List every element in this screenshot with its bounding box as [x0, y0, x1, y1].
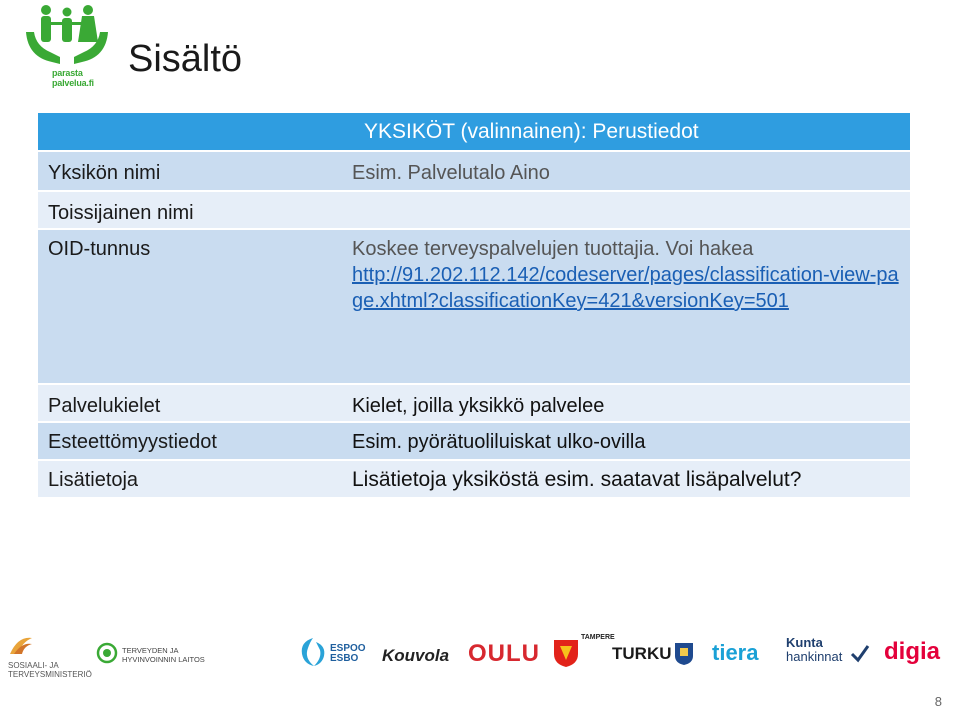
row-label: Lisätietoja: [38, 460, 342, 498]
turku-label: TURKU: [612, 644, 672, 663]
row-label: Esteettömyystiedot: [38, 422, 342, 460]
thl-line2: HYVINVOINNIN LAITOS: [122, 655, 205, 664]
espoo-emblem-icon: [298, 636, 328, 668]
row-value: [342, 191, 910, 229]
stm-emblem-icon: [8, 634, 34, 656]
partner-logos: [0, 628, 960, 678]
row-label: Yksikön nimi: [38, 151, 342, 191]
checkmark-icon: [850, 644, 870, 664]
table-row: [38, 229, 910, 384]
kunta-line2: hankinnat: [786, 649, 843, 664]
stm-line1: SOSIAALI- JA: [8, 661, 59, 670]
codeserver-link[interactable]: http://91.202.112.142/codeserver/pages/classification-view-page.xhtml?classificationKey=421&versionKey=501: [352, 264, 899, 312]
header-empty-cell: [38, 113, 342, 151]
tampere-label: TAMPERE: [581, 634, 615, 641]
tampere-shield-icon: [553, 638, 579, 668]
row-value: Kielet, joilla yksikkö palvelee: [342, 384, 910, 422]
table-row: [38, 191, 910, 229]
espoo-line1: ESPOO: [330, 643, 366, 654]
header-title: YKSIKÖT (valinnainen): Perustiedot: [342, 113, 910, 151]
row-value: Esim. Palvelutalo Aino: [342, 151, 910, 191]
table-row: [38, 384, 910, 422]
stm-line2: TERVEYSMINISTERIÖ: [8, 670, 92, 679]
thl-emblem-icon: [96, 642, 118, 664]
row-label: Palvelukielet: [38, 384, 342, 422]
thl-line1: TERVEYDEN JA: [122, 646, 179, 655]
logo-text: parasta palvelua.fi: [52, 68, 94, 88]
oid-description: Koskee terveyspalvelujen tuottajia. Voi hakea: [352, 238, 754, 260]
table-row: [38, 460, 910, 498]
tiera-logo: tiera: [712, 640, 759, 665]
digia-logo: digia: [884, 638, 941, 665]
row-label: Toissijainen nimi: [38, 191, 342, 229]
kuntahankinnat-logo: [786, 636, 876, 664]
page-number: 8: [934, 694, 942, 709]
turku-shield-icon: [674, 642, 694, 666]
family-hands-icon: [22, 2, 112, 72]
parasta-palvelua-logo: [22, 2, 112, 86]
oulu-logo: OULU: [468, 640, 540, 667]
espoo-line2: ESBO: [330, 653, 359, 664]
stm-logo: [8, 634, 92, 679]
info-table: [38, 113, 910, 499]
page-title: Sisältö: [128, 38, 243, 80]
table-row: [38, 422, 910, 460]
table-row: [38, 151, 910, 191]
row-label: OID-tunnus: [38, 229, 342, 384]
kunta-line1: Kunta: [786, 635, 823, 650]
table-header: [38, 113, 910, 151]
kouvola-logo: Kouvola: [382, 646, 450, 665]
row-value: Lisätietoja yksiköstä esim. saatavat lisäpalvelut?: [342, 460, 910, 498]
row-value: [342, 229, 910, 384]
row-value: Esim. pyörätuoliluiskat ulko-ovilla: [342, 422, 910, 460]
